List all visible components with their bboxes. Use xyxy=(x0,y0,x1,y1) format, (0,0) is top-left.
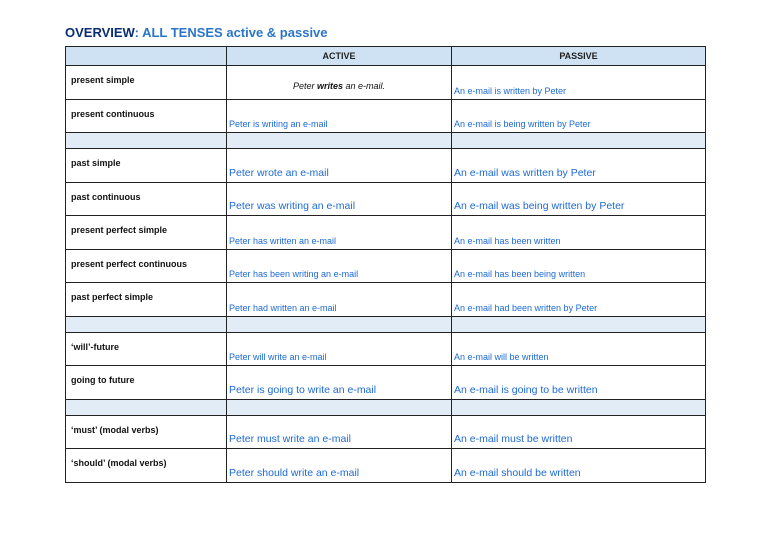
active-cell xyxy=(227,149,452,183)
row-label-cell xyxy=(66,216,227,250)
active-example xyxy=(227,81,451,91)
passive-example: An e-mail is written by Peter xyxy=(454,85,567,96)
row-label-cell xyxy=(66,283,227,317)
header-passive: PASSIVE xyxy=(452,47,706,66)
table-row xyxy=(66,283,706,317)
active-cell xyxy=(227,66,452,100)
row-label-cell xyxy=(66,99,227,133)
row-label-cell xyxy=(66,415,227,449)
passive-cell xyxy=(452,415,706,449)
table-row xyxy=(66,366,706,400)
row-label-cell xyxy=(66,182,227,216)
active-example: Peter wrote an e-mail xyxy=(229,166,329,179)
tense-label: present perfect simple xyxy=(71,225,168,235)
passive-example: An e-mail is being written by Peter xyxy=(454,119,591,129)
row-label-cell xyxy=(66,66,227,100)
row-label-cell xyxy=(66,149,227,183)
passive-example: An e-mail should be written xyxy=(454,466,581,479)
table-row xyxy=(66,332,706,366)
table-spacer-row xyxy=(66,399,706,415)
tense-label: going to future xyxy=(71,375,135,385)
table-spacer-row xyxy=(66,133,706,149)
tenses-table xyxy=(65,46,706,483)
active-example: Peter has been writing an e-mail xyxy=(229,269,359,279)
passive-cell xyxy=(452,283,706,317)
row-label-cell xyxy=(66,449,227,483)
passive-example: An e-mail had been written by Peter xyxy=(454,302,598,313)
active-example: Peter will write an e-mail xyxy=(229,352,327,362)
active-cell xyxy=(227,332,452,366)
active-example: Peter was writing an e-mail xyxy=(229,200,356,212)
table-row xyxy=(66,216,706,250)
passive-example: An e-mail has been written xyxy=(454,235,561,246)
passive-cell xyxy=(452,332,706,366)
passive-example: An e-mail was written by Peter xyxy=(454,166,596,179)
table-row xyxy=(66,182,706,216)
active-cell xyxy=(227,249,452,283)
active-cell xyxy=(227,366,452,400)
table-row xyxy=(66,149,706,183)
table-row xyxy=(66,66,706,100)
tense-label: present continuous xyxy=(71,108,155,119)
tense-label: ‘must’ (modal verbs) xyxy=(71,424,159,435)
table-row xyxy=(66,415,706,449)
active-example: Peter must write an e-mail xyxy=(229,433,351,445)
active-example: Peter is going to write an e-mail xyxy=(229,383,377,396)
passive-cell xyxy=(452,366,706,400)
passive-cell xyxy=(452,99,706,133)
table-row xyxy=(66,99,706,133)
passive-cell xyxy=(452,66,706,100)
passive-example: An e-mail must be written xyxy=(454,433,573,445)
row-label-cell xyxy=(66,332,227,366)
table-row xyxy=(66,449,706,483)
passive-cell xyxy=(452,249,706,283)
row-label-cell xyxy=(66,366,227,400)
active-example-verb: writes xyxy=(316,81,343,91)
title-subtitle: : ALL TENSES active & passive xyxy=(134,25,328,40)
passive-example: An e-mail was being written by Peter xyxy=(454,200,625,212)
passive-cell xyxy=(452,449,706,483)
title-overview: OVERVIEW xyxy=(65,25,135,40)
passive-example: An e-mail has been being written xyxy=(454,269,586,279)
row-label-cell xyxy=(66,249,227,283)
active-example: Peter is writing an e-mail xyxy=(229,119,328,129)
active-cell xyxy=(227,182,452,216)
active-cell xyxy=(227,216,452,250)
active-cell xyxy=(227,449,452,483)
active-example: Peter should write an e-mail xyxy=(229,466,360,479)
table-row xyxy=(66,249,706,283)
header-blank xyxy=(66,47,227,66)
passive-cell xyxy=(452,182,706,216)
active-cell xyxy=(227,415,452,449)
active-example: Peter had written an e-mail xyxy=(229,302,337,313)
tense-label: past continuous xyxy=(71,191,141,202)
passive-example: An e-mail is going to be written xyxy=(454,383,598,396)
passive-cell xyxy=(452,149,706,183)
tense-label: ‘will’-future xyxy=(71,341,119,352)
tense-label: past simple xyxy=(71,158,121,168)
active-example: Peter has written an e-mail xyxy=(229,235,337,246)
header-active: ACTIVE xyxy=(227,47,452,66)
active-cell xyxy=(227,283,452,317)
page-title xyxy=(65,25,328,40)
active-example-pre: Peter xyxy=(292,81,317,91)
active-example-post: an e-mail. xyxy=(343,81,386,91)
table-header-row xyxy=(66,47,706,66)
passive-example: An e-mail will be written xyxy=(454,352,549,362)
tense-label: past perfect simple xyxy=(71,292,154,302)
active-cell xyxy=(227,99,452,133)
tense-label: present perfect continuous xyxy=(71,258,188,269)
tense-label: ‘should’ (modal verbs) xyxy=(71,458,167,468)
table-spacer-row xyxy=(66,316,706,332)
passive-cell xyxy=(452,216,706,250)
tense-label: present simple xyxy=(71,75,135,85)
